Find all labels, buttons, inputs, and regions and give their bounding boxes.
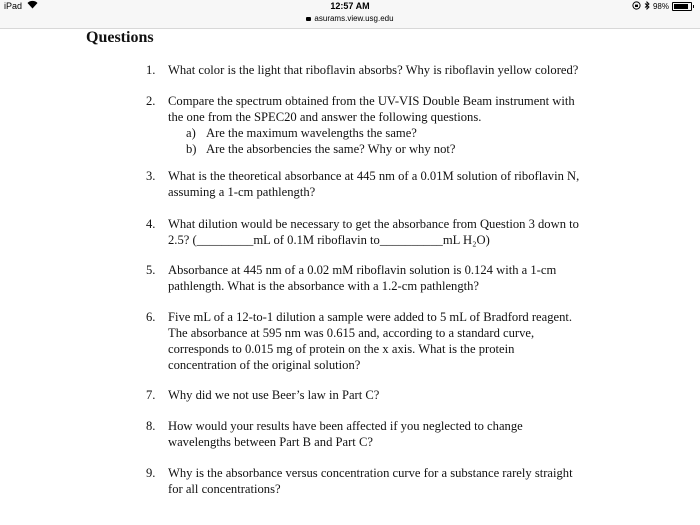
question-number: 5. xyxy=(146,263,156,277)
question-number: 4. xyxy=(146,217,156,231)
question-text: assuming a 1-cm pathlength? xyxy=(168,185,316,199)
question-number: 8. xyxy=(146,419,156,433)
question-number: 7. xyxy=(146,388,156,402)
question-text: What dilution would be necessary to get the absorbance from Question 3 down to xyxy=(168,217,579,231)
question-text: Compare the spectrum obtained from the UV-VIS Double Beam instrument with xyxy=(168,94,575,108)
question-text: Absorbance at 445 nm of a 0.02 mM riboflavin solution is 0.124 with a 1-cm xyxy=(168,263,557,277)
question-text: wavelengths between Part B and Part C? xyxy=(168,435,373,449)
sub-question-text: Are the absorbencies the same? Why or why not? xyxy=(206,142,456,156)
url-text: asurams.view.usg.edu xyxy=(314,14,394,23)
question-number: 9. xyxy=(146,466,156,480)
bluetooth-icon xyxy=(644,1,650,12)
question-text: What is the theoretical absorbance at 445 nm of a 0.01M solution of riboflavin N, xyxy=(168,169,580,183)
question-text: 2.5? (_________mL of 0.1M riboflavin to__________mL H₂O) xyxy=(168,233,490,247)
document-page xyxy=(0,29,700,525)
question-text: How would your results have been affected if you neglected to change xyxy=(168,419,523,433)
device-name: iPad xyxy=(4,1,23,11)
lock-icon xyxy=(306,17,311,21)
question-text: Why is the absorbance versus concentration curve for a substance rarely straight xyxy=(168,466,573,480)
battery-percent: 98% xyxy=(652,2,669,11)
ios-status-bar xyxy=(0,0,700,29)
question-text: concentration of the original solution? xyxy=(168,358,361,372)
question-text: for all concentrations? xyxy=(168,482,281,496)
question-text: Five mL of a 12-to-1 dilution a sample were added to 5 mL of Bradford reagent. xyxy=(168,310,573,324)
orientation-lock-icon xyxy=(632,1,641,12)
question-number: 2. xyxy=(146,94,156,108)
status-right xyxy=(632,1,694,12)
question-text: Why did we not use Beer’s law in Part C? xyxy=(168,388,380,402)
sub-question-label: b) xyxy=(186,142,197,156)
question-text: The absorbance at 595 nm was 0.615 and, according to a standard curve, xyxy=(168,326,535,340)
sub-question-label: a) xyxy=(186,126,196,140)
question-number: 3. xyxy=(146,169,156,183)
sub-question-text: Are the maximum wavelengths the same? xyxy=(206,126,417,140)
clock: 12:57 AM xyxy=(330,1,370,11)
battery-icon xyxy=(672,2,692,11)
question-text: pathlength. What is the absorbance with a 1.2-cm pathlength? xyxy=(168,279,480,293)
question-number: 1. xyxy=(146,63,156,77)
battery-tip xyxy=(693,5,694,8)
address-bar[interactable] xyxy=(0,14,700,23)
battery-level xyxy=(674,4,688,9)
question-text: What color is the light that riboflavin absorbs? Why is riboflavin yellow colored? xyxy=(168,63,579,77)
page-title: Questions xyxy=(86,29,154,46)
question-text: corresponds to 0.015 mg of protein on the x axis. What is the protein xyxy=(168,342,515,356)
sub-question-b xyxy=(168,141,618,157)
question-number: 6. xyxy=(146,310,156,324)
sub-question-a xyxy=(168,125,618,141)
question-text: the one from the SPEC20 and answer the following questions. xyxy=(168,110,482,124)
